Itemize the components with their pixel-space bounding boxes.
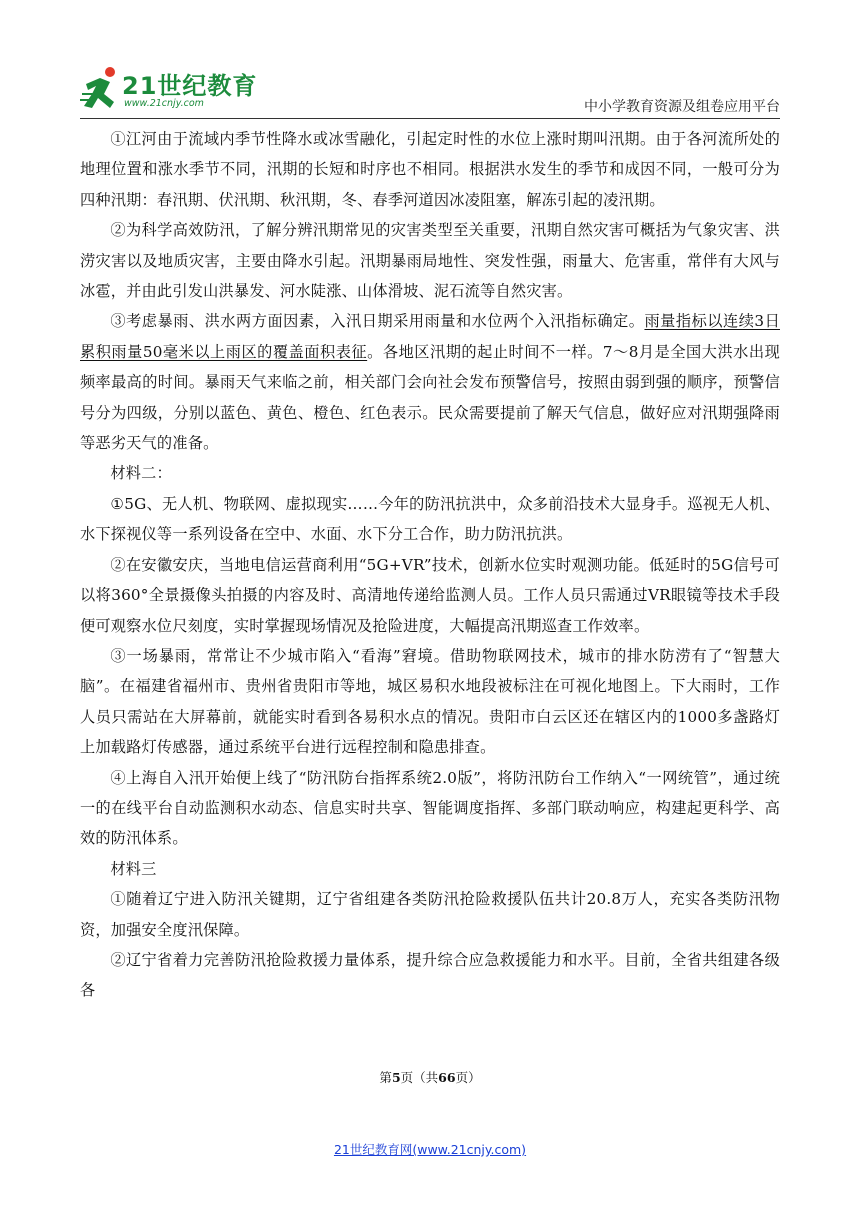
page-number-mid: 页（共 <box>400 1070 439 1085</box>
paragraph: ①5G、无人机、物联网、虚拟现实……今年的防汛抗洪中，众多前沿技术大显身手。巡视无人机、水下探视仪等一系列设备在空中、水面、水下分工合作，助力防汛抗洪。 <box>80 494 780 544</box>
page-total: 66 <box>438 1070 456 1085</box>
paragraph: ③一场暴雨，常常让不少城市陷入“看海”窘境。借助物联网技术，城市的排水防涝有了“智慧大脑”。在福建省福州市、贵州省贵阳市等地，城区易积水地段被标注在可视化地图上。下大雨时，工作人员只需站在大屏幕前，就能实时看到各易积水点的情况。贵阳市白云区还在辖区内的1000多盏路灯上加载路灯传感器，通过系统平台进行远程控制和隐患排查。 <box>80 646 780 757</box>
page-header <box>80 62 780 120</box>
header-divider <box>80 118 780 119</box>
paragraph: ②在安徽安庆，当地电信运营商利用“5G+VR”技术，创新水位实时观测功能。低延时的5G信号可以将360°全景摄像头拍摄的内容及时、高清地传递给监测人员。工作人员只需通过VR眼镜等技术手段便可观察水位尺刻度，实时掌握现场情况及抢险进度，大幅提高汛期巡查工作效率。 <box>80 555 780 635</box>
footer-site-link[interactable]: 21世纪教育网(www.21cnjy.com) <box>333 1142 527 1157</box>
page-number <box>0 1068 860 1086</box>
paragraph: ①江河由于流域内季节性降水或冰雪融化，引起定时性的水位上涨时期叫汛期。由于各河流所处的地理位置和涨水季节不同，汛期的长短和时序也不相同。根据洪水发生的季节和成因不同，一般可分为四种汛期：春汛期、伏汛期、秋汛期，冬、春季河道因冰凌阻塞，解冻引起的凌汛期。 <box>80 130 780 209</box>
paragraph: ④上海自入汛开始便上线了“防汛防台指挥系统2.0版”，将防汛防台工作纳入“一网统管”，通过统一的在线平台自动监测积水动态、信息实时共享、智能调度指挥、多部门联动响应，构建起更科学、高效的防汛体系。 <box>80 768 780 848</box>
running-person-icon <box>80 64 124 112</box>
article-body <box>80 124 780 1006</box>
underlined-text: 雨量指标以连续3日累积雨量50毫米以上雨区的覆盖面积表征 <box>80 312 780 361</box>
section-label: 材料二： <box>110 464 172 483</box>
paragraph-text: 。各地区汛期的起止时间不一样。7～8月是全国大洪水出现频率最高的时间。暴雨天气来临之前，相关部门会向社会发布预警信号，按照由弱到强的顺序，预警信号分为四级，分别以蓝色、黄色、橙色、红色表示。民众需要提前了解天气信息，做好应对汛期强降雨等恶劣天气的准备。 <box>80 342 780 453</box>
paragraph: ②为科学高效防汛，了解分辨汛期常见的灾害类型至关重要，汛期自然灾害可概括为气象灾害、洪涝灾害以及地质灾害，主要由降水引起。汛期暴雨局地性、突发性强，雨量大、危害重，常伴有大风与冰雹，并由此引发山洪暴发、河水陡涨、山体滑坡、泥石流等自然灾害。 <box>80 221 780 301</box>
page-number-prefix: 第 <box>379 1070 392 1085</box>
paragraph: ②辽宁省着力完善防汛抢险救援力量体系，提升综合应急救援能力和水平。目前，全省共组建各级各 <box>80 950 780 1000</box>
section-label: 材料三 <box>110 859 157 878</box>
page-number-suffix: 页） <box>455 1070 481 1085</box>
site-logo[interactable] <box>80 62 260 116</box>
logo-text: 21世纪教育 <box>122 72 258 100</box>
page-current: 5 <box>391 1070 401 1085</box>
logo-url: www.21cnjy.com <box>124 98 204 109</box>
platform-name: 中小学教育资源及组卷应用平台 <box>584 99 780 115</box>
paragraph-text: ③考虑暴雨、洪水两方面因素，入汛日期采用雨量和水位两个入汛指标确定。 <box>110 312 645 331</box>
paragraph: ①随着辽宁进入防汛关键期，辽宁省组建各类防汛抢险救援队伍共计20.8万人，充实各类防汛物资，加强安全度汛保障。 <box>80 890 780 939</box>
paragraph <box>80 306 780 458</box>
